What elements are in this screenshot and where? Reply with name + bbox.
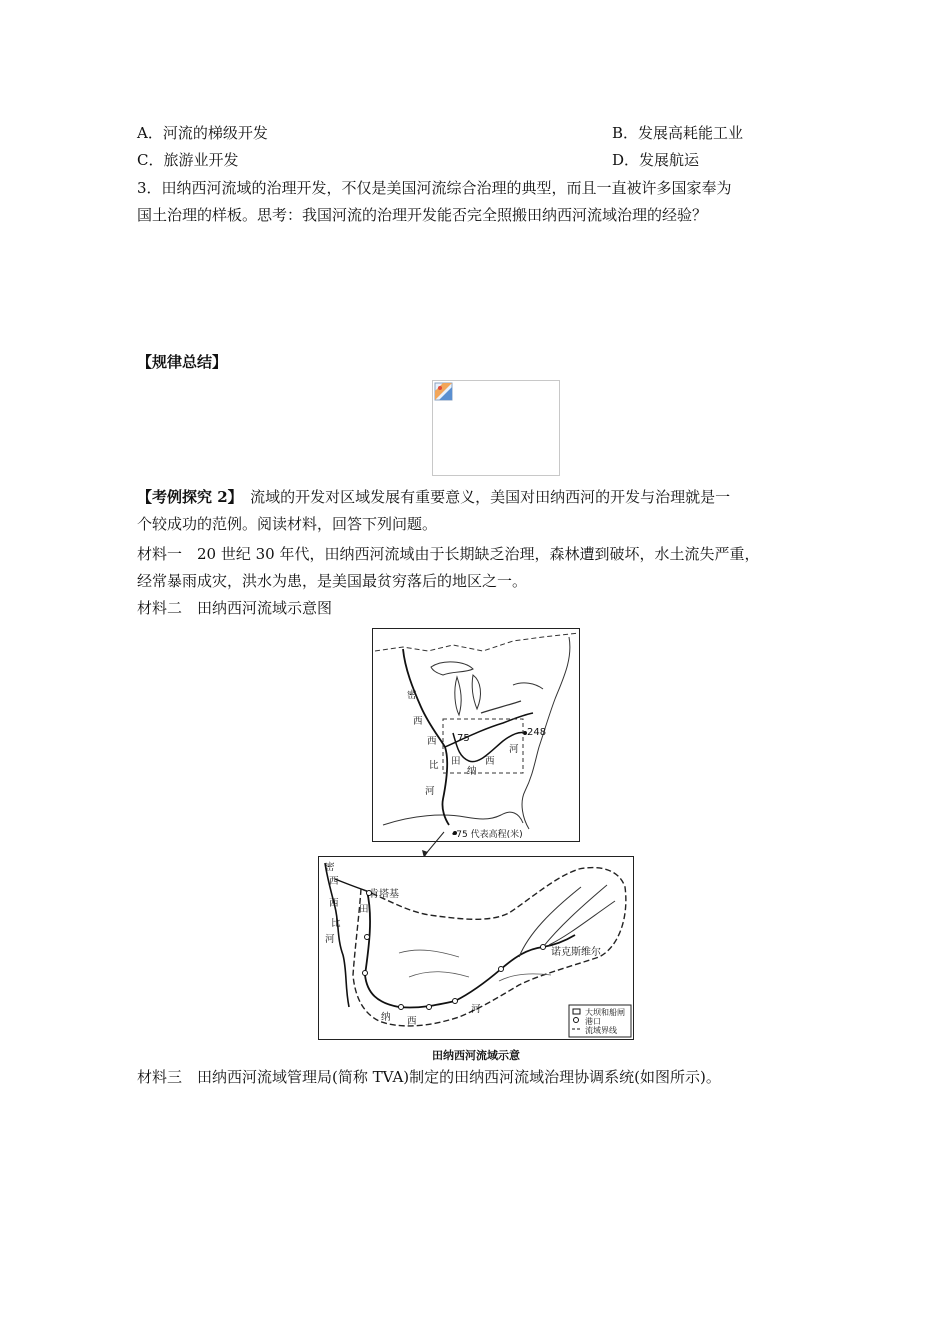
material-2-label: 材料二 田纳西河流域示意图 [137,599,333,617]
basin-map-river-char-2: 西 [329,876,339,887]
basin-map-city-knoxville: 诺克斯维尔 [551,947,601,958]
broken-image [432,380,560,476]
tennessee-basin-map [318,856,634,1040]
basin-map-river-char-3: 西 [329,898,339,909]
basin-map-river-char-5: 河 [325,934,335,945]
question-3-line-2: 国土治理的样板。思考：我国河流的治理开发能否完全照搬田纳西河流域治理的经验？ [137,206,708,224]
example-text-1: 流域的开发对区域发展有重要意义，美国对田纳西河的开发与治理就是一 [235,488,731,506]
top-map-legend: •75 代表高程(米) [451,830,523,840]
usa-map-drawing [373,629,579,841]
option-d: D．发展航运 [612,151,700,169]
top-map-elevation-high: 248 [527,727,547,738]
question-3-line-1: 3．田纳西河流域的治理开发，不仅是美国河流综合治理的典型，而且一直被许多国家奉为 [137,179,732,197]
map-caption: 田纳西河流域示意 [432,1049,520,1062]
material-1-line-1: 材料一 20 世纪 30 年代，田纳西河流域由于长期缺乏治理，森林遭到破坏，水土流失严重， [137,545,760,563]
basin-map-legend-dam: 大坝和船闸 [585,1008,625,1017]
basin-map-river-char-4: 比 [331,918,341,929]
top-map-river-char-4: 比 [429,760,439,771]
example-line-2: 个较成功的范例。阅读材料，回答下列问题。 [137,515,438,533]
option-a: A．河流的梯级开发 [137,124,268,142]
broken-image-icon [434,382,454,402]
top-map-tennessee-char-1: 田 [451,756,461,767]
top-map-river-char-2: 西 [413,716,423,727]
basin-map-city-kentucky: 肯塔基 [369,889,399,900]
material-3-label: 材料三 田纳西河流域管理局(简称 TVA)制定的田纳西河流域治理协调系统(如图所示)。 [137,1068,721,1086]
example-tag: 【考例探究 2】 [137,488,236,506]
top-map-river-char-1: 密 [407,690,417,701]
top-map-tennessee-char-4: 河 [509,744,519,755]
basin-map-tennessee-char-3: 西 [407,1016,417,1027]
example-line-1 [137,487,730,507]
basin-map-legend-boundary: 流域界线 [585,1026,617,1035]
basin-map-tennessee-char-1: 田 [359,904,369,915]
top-map-river-char-3: 西 [427,736,437,747]
top-map-river-char-5: 河 [425,786,435,797]
option-c: C．旅游业开发 [137,151,239,169]
basin-map-legend-port: 港口 [585,1017,601,1026]
usa-overview-map [372,628,580,842]
basin-map-river-char-1: 密 [325,862,335,873]
summary-heading: 【规律总结】 [137,353,228,371]
top-map-tennessee-char-2: 纳 [467,766,477,777]
top-map-elevation-low: 75 [457,733,470,744]
top-map-tennessee-char-3: 西 [485,756,495,767]
material-1-line-2: 经常暴雨成灾，洪水为患，是美国最贫穷落后的地区之一。 [137,572,528,590]
basin-map-tennessee-char-2: 纳 [381,1012,391,1023]
basin-map-tennessee-char-4: 河 [471,1004,481,1015]
option-b: B．发展高耗能工业 [612,124,744,142]
